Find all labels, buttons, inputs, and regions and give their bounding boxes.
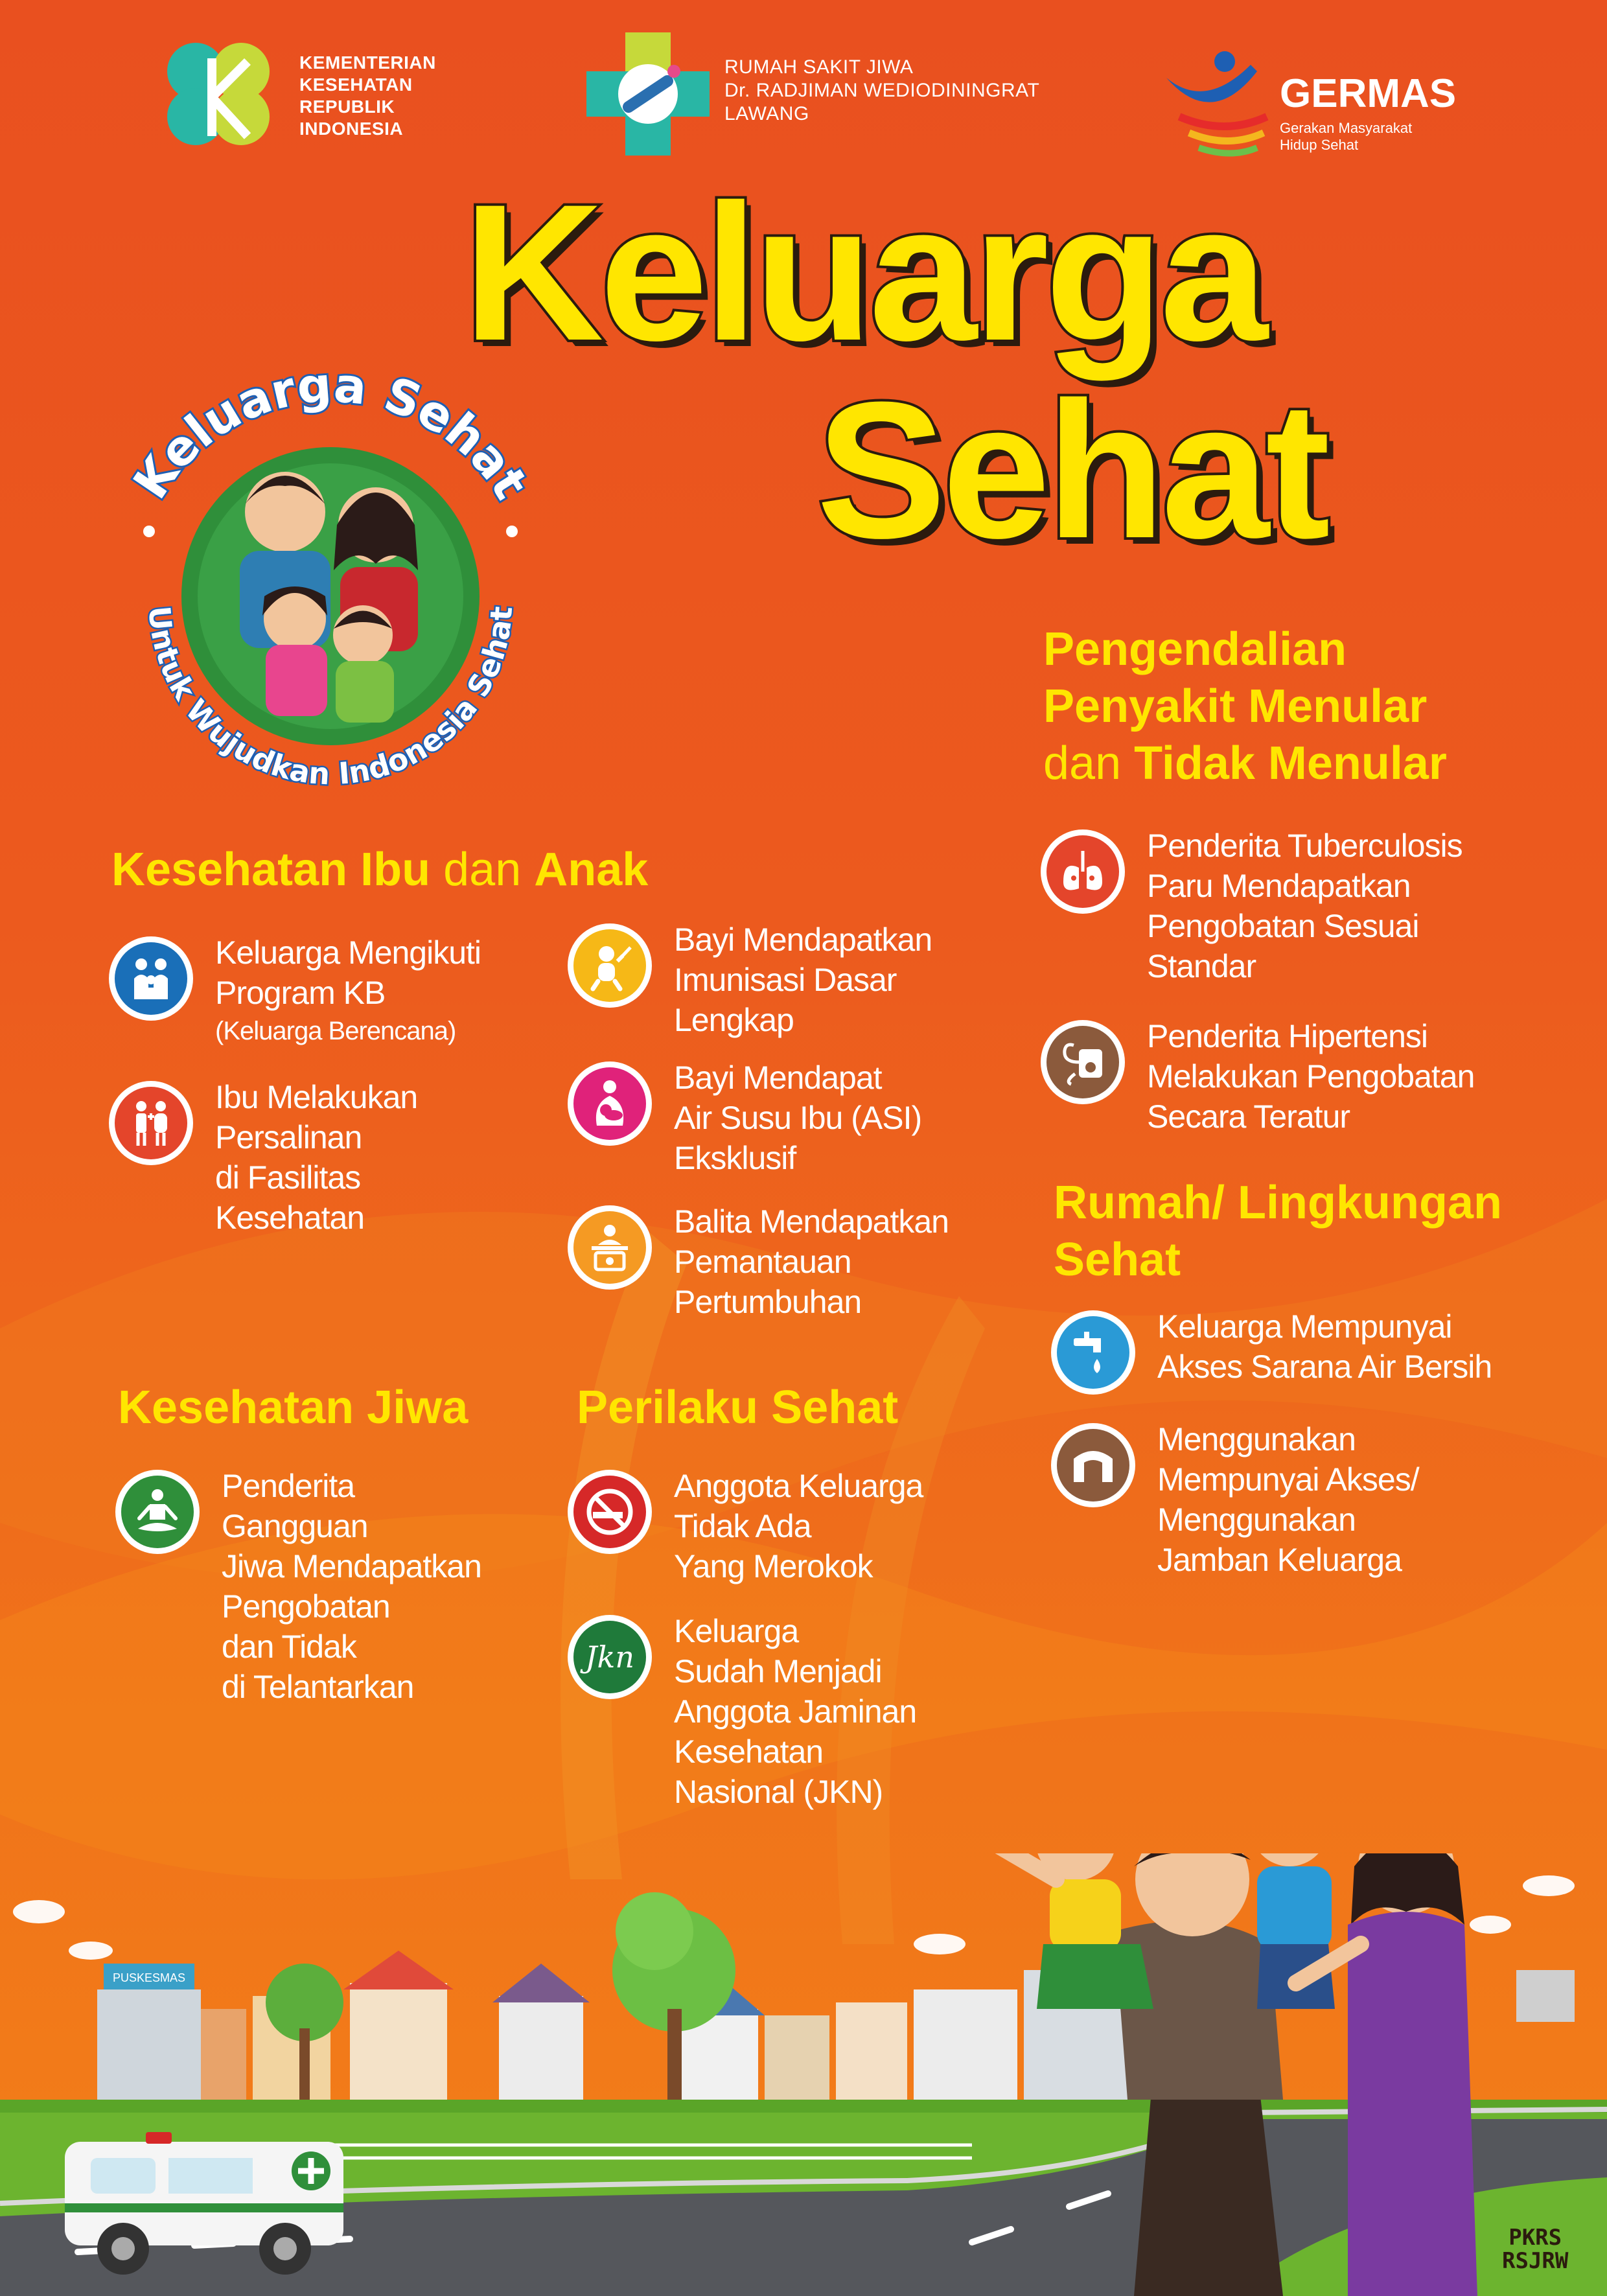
germas-emblem-icon [1153,39,1283,168]
germas-logo [1153,39,1283,172]
item-imunisasi-line: Imunisasi Dasar [674,962,897,998]
item-tb-line: Standar [1147,948,1256,984]
item-hipertensi-line: Secara Teratur [1147,1098,1350,1135]
item-jiwa-line: Gangguan [222,1508,368,1544]
badge-bottom-text: Untuk Wujudkan Indonesia Sehat [141,604,520,792]
item-kb-line: Keluarga Mengikuti [215,934,481,971]
rsj-name: RUMAH SAKIT JIWA Dr. RADJIMAN WEDIODININGRAT LAWANG [724,56,1040,124]
kemenkes-emblem-icon [150,32,280,162]
section-title-penyakit: Pengendalian Penyakit Menular dan Tidak Menular [1043,623,1447,789]
kemenkes-logo [150,32,280,165]
item-jamban-line: Mempunyai Akses/ [1157,1461,1419,1498]
item-rokok [568,1470,923,1586]
item-jkn-line: Kesehatan [674,1734,824,1770]
item-jamban-line: Jamban Keluarga [1157,1542,1402,1578]
baby-vaccine-icon [573,929,646,1002]
item-persalinan-line: di Fasilitas [215,1159,361,1196]
item-air-line: Akses Sarana Air Bersih [1157,1349,1492,1385]
kemenkes-name: KEMENTERIAN KESEHATAN REPUBLIK INDONESIA [299,52,436,139]
item-persalinan-line: Ibu Melakukan [215,1079,418,1115]
item-persalinan [109,1081,417,1238]
toilet-icon [1057,1429,1129,1502]
item-tb-line: Penderita Tuberculosis [1147,828,1462,864]
item-tb-line: Paru Mendapatkan [1147,868,1411,904]
item-jkn [568,1615,916,1812]
rsj-logo [577,26,719,165]
item-jiwa-line: dan Tidak [222,1629,356,1665]
family-planning-icon [115,942,187,1015]
family-badge-illustration [91,350,570,817]
item-kb [109,936,481,1049]
title-line-2: Sehat [816,361,1326,579]
no-smoking-icon [573,1476,646,1548]
childbirth-icon [115,1087,187,1159]
puskesmas-label: PUSKESMAS [112,1971,186,1984]
rsj-emblem-icon [577,26,719,162]
item-air [1051,1310,1492,1395]
item-jamban [1051,1423,1419,1580]
item-air-line: Keluarga Mempunyai [1157,1308,1452,1345]
badge-top-text: Keluarga Sehat [122,357,539,509]
item-asi-line: Bayi Mendapat [674,1060,882,1096]
item-balita-line: Pertumbuhan [674,1284,862,1320]
item-jiwa-line: Jiwa Mendapatkan [222,1548,481,1584]
item-jkn-line: Anggota Jaminan [674,1693,917,1730]
item-jiwa-line: di Telantarkan [222,1669,414,1705]
section-title-perilaku: Perilaku Sehat [577,1382,899,1433]
item-jiwa-line: Penderita [222,1468,355,1504]
item-jamban-line: Menggunakan [1157,1502,1356,1538]
item-asi-line: Eksklusif [674,1140,796,1176]
item-jkn-line: Keluarga [674,1613,799,1649]
item-balita-line: Balita Mendapatkan [674,1203,949,1240]
item-jkn-line: Nasional (JKN) [674,1774,883,1810]
water-tap-icon [1057,1316,1129,1389]
item-kb-subtext: (Keluarga Berencana) [215,1017,456,1045]
item-imunisasi [568,923,932,1040]
section-title-ibu-anak: Kesehatan Ibu dan Anak [111,844,649,896]
item-jkn-line: Sudah Menjadi [674,1653,882,1689]
title-line-1: Keluarga [463,163,1264,381]
blood-pressure-icon [1046,1026,1119,1098]
pkrs-stamp: PKRS RSJRW [1502,2225,1569,2274]
baby-scale-icon [573,1211,646,1284]
section-title-rumah: Rumah/ Lingkungan Sehat [1054,1177,1502,1286]
item-imunisasi-line: Lengkap [674,1002,794,1038]
item-hipertensi-line: Penderita Hipertensi [1147,1018,1428,1054]
town-scene-illustration [0,1853,1607,2296]
item-asi-line: Air Susu Ibu (ASI) [674,1100,922,1136]
germas-name: GERMAS [1280,71,1457,116]
germas-tagline: Gerakan Masyarakat Hidup Sehat [1280,120,1413,153]
jkn-logo-icon: Jkn [573,1621,646,1693]
meditation-icon [121,1476,194,1548]
item-tb [1041,829,1462,986]
item-kb-line: Program KB [215,975,386,1011]
item-hipertensi-line: Melakukan Pengobatan [1147,1058,1475,1095]
item-rokok-line: Tidak Ada [674,1508,811,1544]
item-balita [568,1205,949,1322]
item-jiwa [115,1470,481,1707]
item-jiwa-line: Pengobatan [222,1588,390,1625]
item-jamban-line: Menggunakan [1157,1421,1356,1457]
keluarga-sehat-badge [91,350,570,820]
breastfeeding-icon [573,1067,646,1140]
item-rokok-line: Yang Merokok [674,1548,873,1584]
item-persalinan-line: Persalinan [215,1119,362,1155]
item-imunisasi-line: Bayi Mendapatkan [674,922,932,958]
item-asi [568,1061,921,1178]
lungs-icon [1046,835,1119,908]
section-title-jiwa: Kesehatan Jiwa [118,1382,468,1433]
item-hipertensi [1041,1020,1474,1137]
item-persalinan-line: Kesehatan [215,1200,365,1236]
item-balita-line: Pemantauan [674,1244,851,1280]
item-rokok-line: Anggota Keluarga [674,1468,923,1504]
item-tb-line: Pengobatan Sesuai [1147,908,1419,944]
